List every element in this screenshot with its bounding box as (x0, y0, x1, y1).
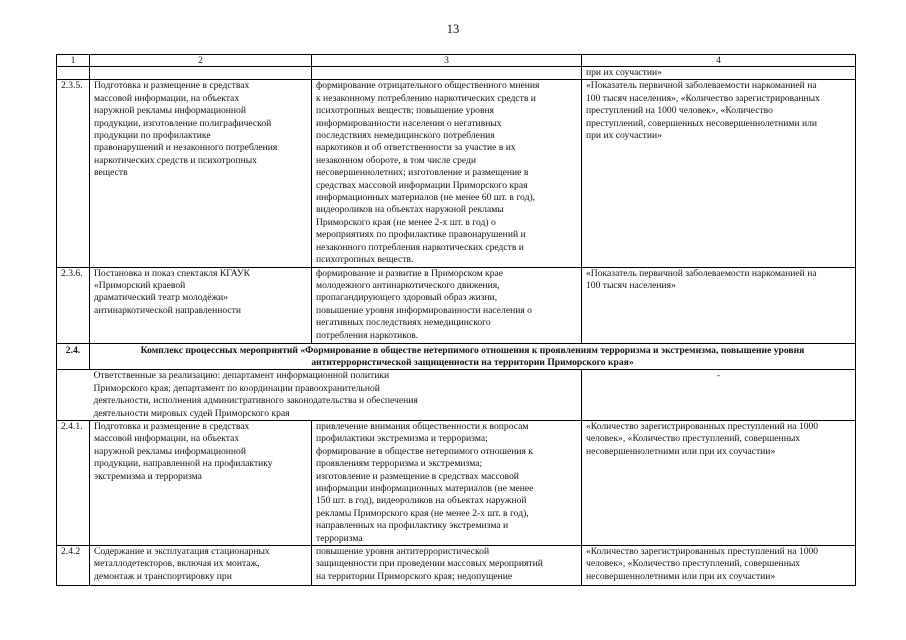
result-cell: формирование и развитие в Приморском крае молодежного антинаркотического движения, пропагандирующего здоровый образ жизни, повышение уровня информированности населения о негативных последствиях немедицинского потребления наркотиков. (312, 267, 582, 343)
indicator-cell: «Количество зарегистрированных преступлений на 1000 человек», «Количество преступлений, совершенных несовершеннолетними или при их соучастии» (582, 546, 856, 586)
section-number: 2.4. (57, 343, 90, 370)
result-cell: повышение уровня антитеррористической защищенности при проведении массовых мероприятий на территории Приморского края; недопущение (312, 546, 582, 586)
responsible-row (57, 370, 856, 421)
column-number-row (57, 55, 856, 67)
indicator-cell: «Показатель первичной заболеваемости наркоманией на 100 тысяч населения» (582, 267, 856, 343)
indicator-cell: «Показатель первичной заболеваемости наркоманией на 100 тысяч населения», «Количество зарегистрированных преступлений на 1000 человек», «Количество преступлений, совершенных несовершеннолетними или при их соучастии» (582, 80, 856, 267)
indicator-cell: при их соучастии» (582, 67, 856, 80)
row-number: 2.3.5. (57, 80, 90, 267)
column-header-2: 2 (90, 55, 312, 67)
column-header-4: 4 (582, 55, 856, 67)
row-number: 2.3.6. (57, 267, 90, 343)
result-cell: привлечение внимания общественности к вопросам профилактики экстремизма и терроризма; формирование в обществе нетерпимого отношения к проявлениям терроризма и экстремизма; изготовление и размещение в средствах массовой информации информационных материалов (не менее 150 шт. в год), видеороликов на объектах наружной рекламы Приморского края (не менее 2-х шт. в год), направленных на профилактику экстремизма и терроризма (312, 420, 582, 545)
column-header-3: 3 (312, 55, 582, 67)
responsible-text: Ответственные за реализацию: департамент информационной политики Приморского края; департамент по координации правоохранительной деятельности, исполнения административного законодательства и обеспечения деятельности мировых судей Приморского края (90, 370, 582, 421)
measure-name-cell: Постановка и показ спектакля КГАУК «Приморский краевой драматический театр молодёжи» антинаркотической направленности (90, 267, 312, 343)
responsible-dash: - (582, 370, 856, 421)
measure-name-cell: Подготовка и размещение в средствах массовой информации, на объектах наружной рекламы информационной продукции, изготовление полиграфической продукции по профилактике правонарушений и незаконного потребления наркотических средств и психотропных веществ (90, 80, 312, 267)
table-row (57, 267, 856, 343)
table-row-continued (57, 67, 856, 80)
table-row (57, 420, 856, 545)
table-row (57, 546, 856, 586)
page-number: 13 (446, 22, 460, 36)
measures-table (56, 54, 856, 586)
measure-name-cell: Подготовка и размещение в средствах массовой информации, на объектах наружной рекламы информационной продукции, направленной на профилактику экстремизма и терроризма (90, 420, 312, 545)
indicator-cell: «Количество зарегистрированных преступлений на 1000 человек», «Количество преступлений, совершенных несовершеннолетними или при их соучастии» (582, 420, 856, 545)
measure-name-cell: Содержание и эксплуатация стационарных металлодетекторов, включая их монтаж, демонтаж и транспортировку при (90, 546, 312, 586)
row-number: 2.4.2 (57, 546, 90, 586)
row-number: 2.4.1. (57, 420, 90, 545)
column-header-1: 1 (57, 55, 90, 67)
section-title: Комплекс процессных мероприятий «Формирование в обществе нетерпимого отношения к проявлениям терроризма и экстремизма, повышение уровня антитеррористической защищенности на территории Приморского края» (90, 343, 856, 370)
result-cell: формирование отрицательного общественного мнения к незаконному потреблению наркотических средств и психотропных веществ; повышение уровня информированности населения о негативных последствиях немедицинского потребления наркотиков и об ответственности за участие в их незаконном обороте, в том числе среди несовершеннолетних; изготовление и размещение в средствах массовой информации Приморского края информационных материалов (не менее 60 шт. в год), видеороликов на объектах наружной рекламы Приморского края (не менее 2-х шт. в год) о мероприятиях по профилактике правонарушений и незаконного потребления наркотических средств и психотропных веществ. (312, 80, 582, 267)
section-header-row (57, 343, 856, 370)
table-row (57, 80, 856, 267)
